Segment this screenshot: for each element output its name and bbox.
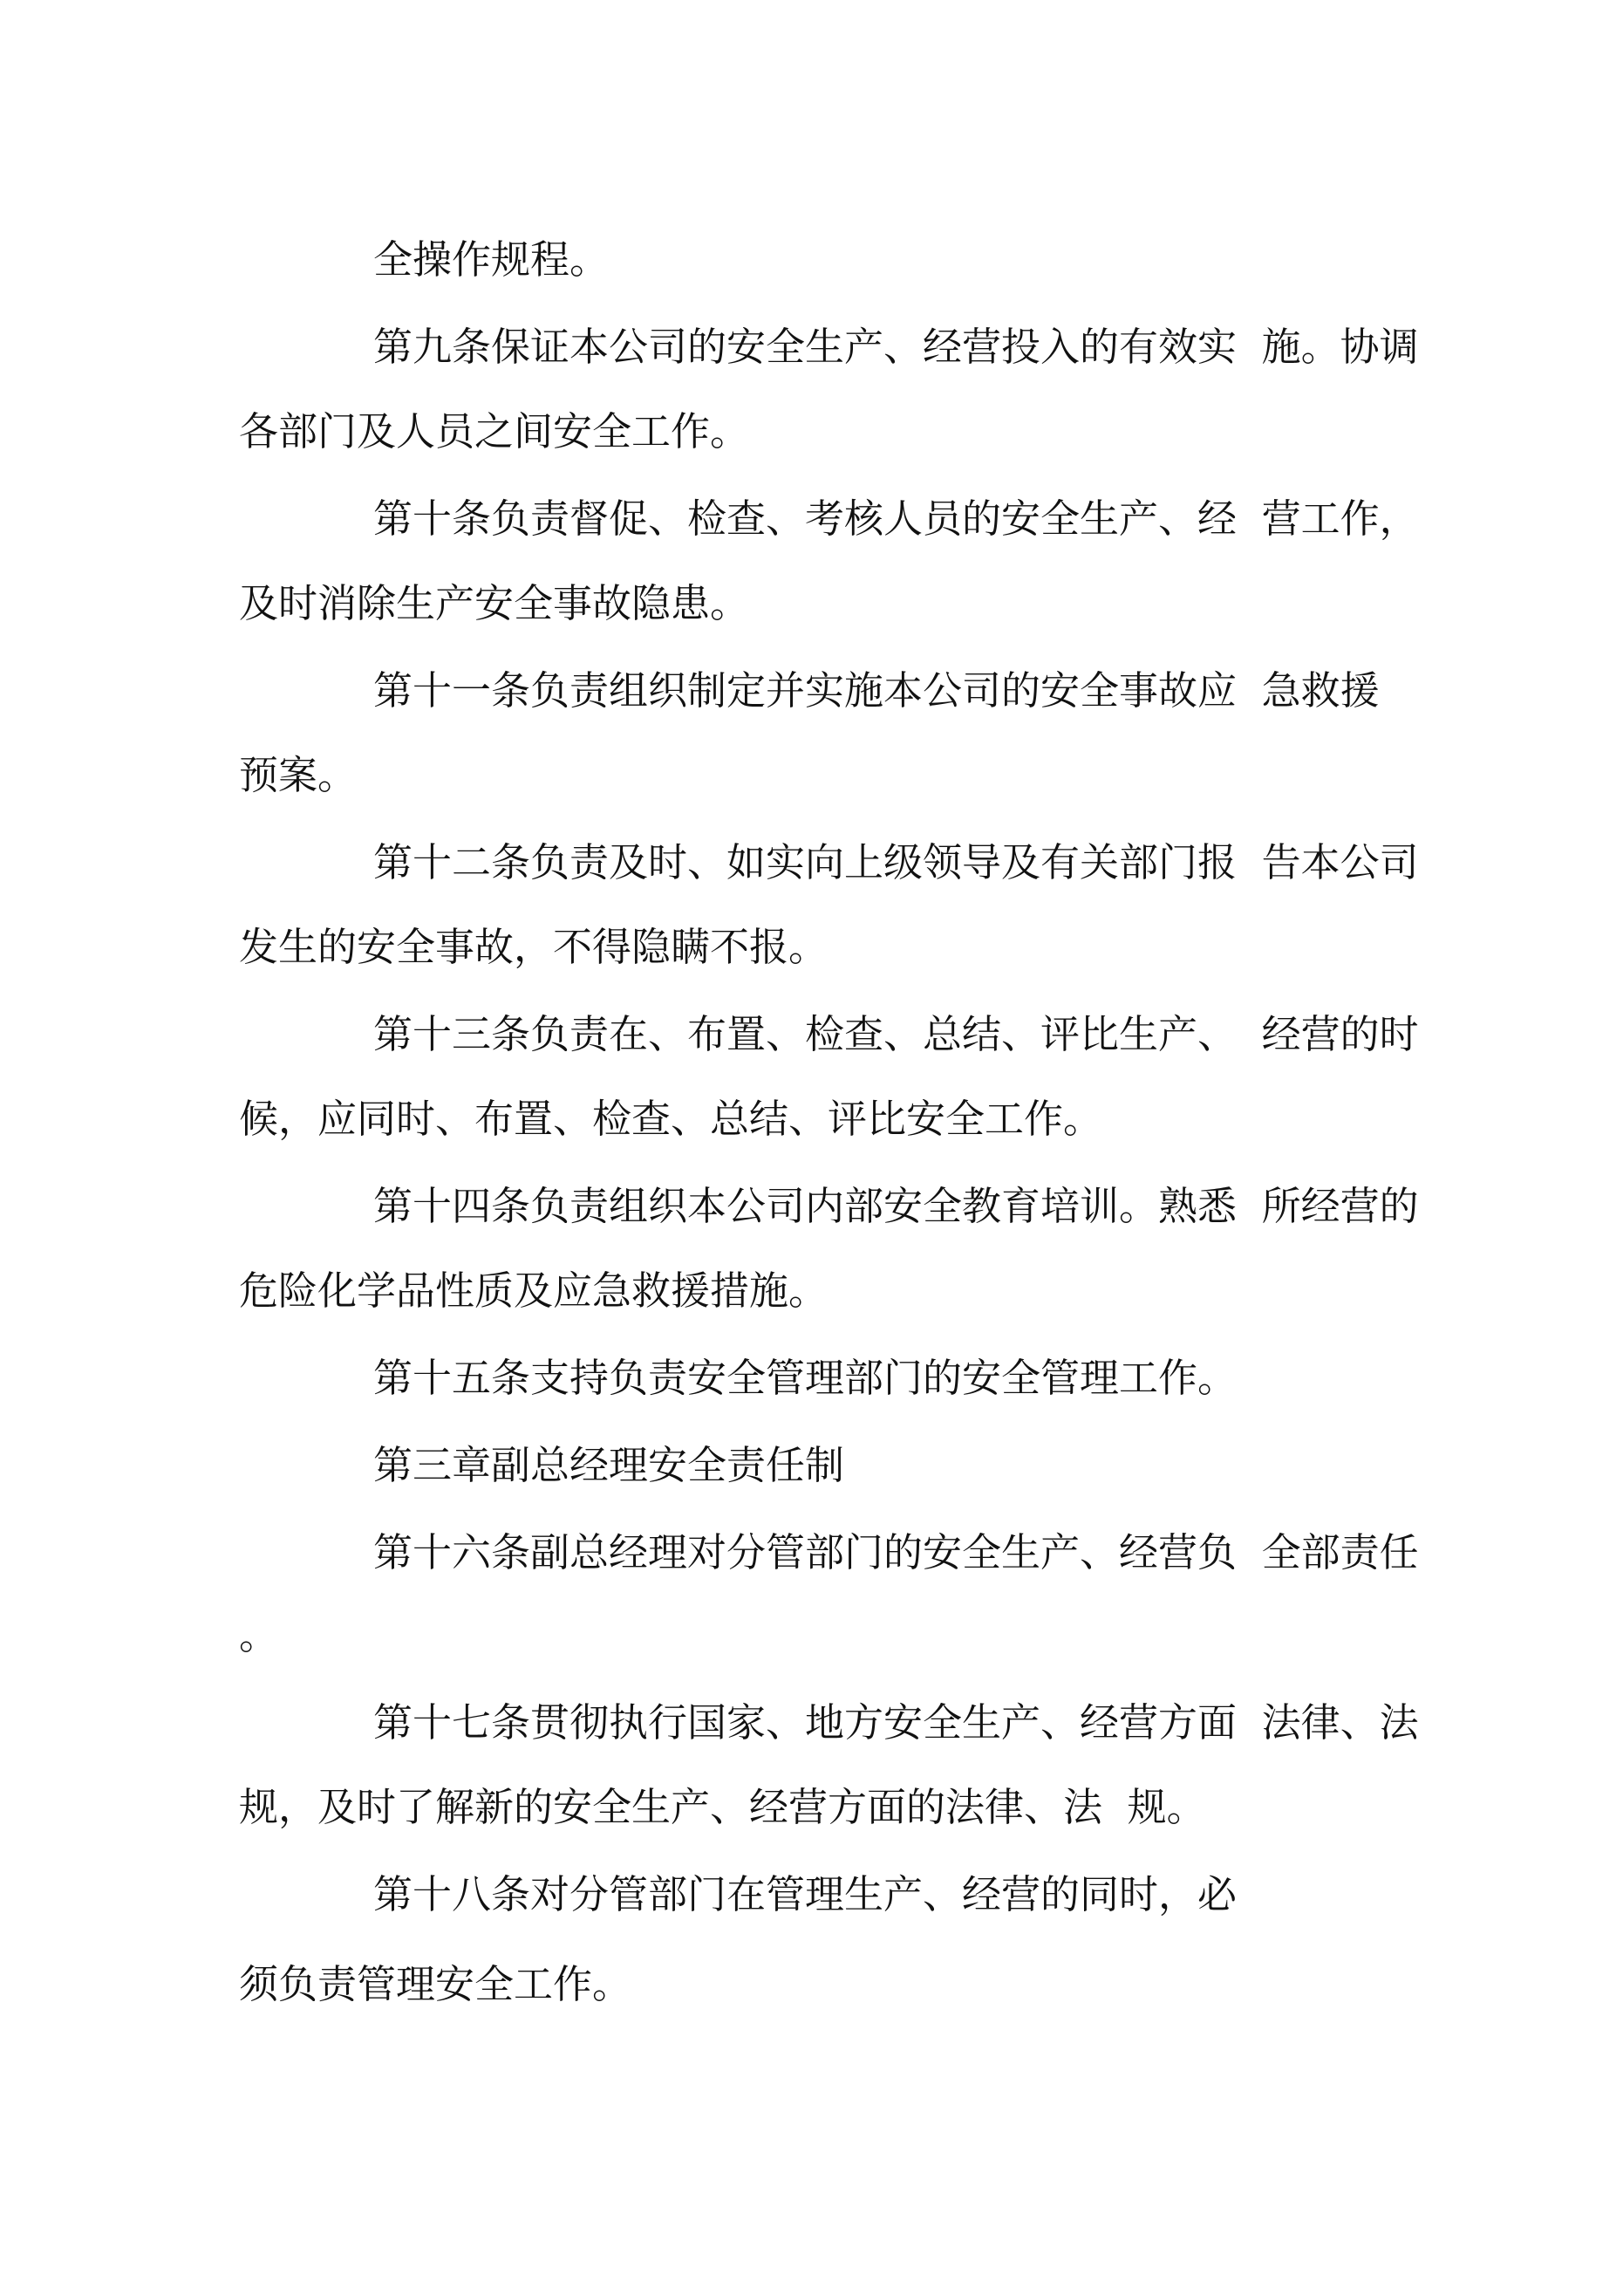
paragraph-article-15: 第十五条支持负责安全管理部门的安全管理工作。 <box>373 1355 1238 1401</box>
paragraph-article-13-line-2: 候，应同时、布置、检查、总结、评比安全工作。 <box>239 1096 1103 1142</box>
paragraph-article-17-line-1: 第十七条贯彻执行国家、地方安全生产、经营方面 法律、法 <box>373 1699 1419 1746</box>
paragraph-article-16-line-2: 。 <box>239 1612 279 1658</box>
paragraph-article-16-line-1: 第十六条副总经理对分管部门的安全生产、经营负 全部责任 <box>373 1529 1419 1575</box>
paragraph-article-10-line-1: 第十条负责督促、检查、考核人员的安全生产、经 营工作， <box>373 495 1419 542</box>
chapter-heading: 第三章副总经理安全责任制 <box>373 1442 845 1488</box>
paragraph-article-11-line-1: 第十一条负责组织制定并实施本公司的安全事故应 急救援 <box>373 667 1380 714</box>
text-line: 全操作规程。 <box>373 236 610 283</box>
paragraph-article-9-line-1: 第九条保证本公司的安全生产、经营投入的有效实 施。协调 <box>373 324 1419 370</box>
paragraph-article-12-line-1: 第十二条负责及时、如实向上级领导及有关部门报 告本公司 <box>373 839 1419 885</box>
paragraph-article-17-line-2: 规，及时了解新的安全生产、经营方面的法律、法 规。 <box>239 1784 1206 1830</box>
paragraph-article-14-line-2: 危险化学品性质及应急救援措施。 <box>239 1268 829 1314</box>
paragraph-article-14-line-1: 第十四条负责组织本公司内部安全教育培训。熟悉 所经营的 <box>373 1183 1419 1229</box>
paragraph-article-18-line-2: 须负责管理安全工作。 <box>239 1961 632 2007</box>
paragraph-article-18-line-1: 第十八条对分管部门在管理生产、经营的同时，必 <box>373 1871 1238 1917</box>
paragraph-article-10-line-2: 及时消除生产安全事故隐患。 <box>239 580 750 626</box>
paragraph-article-11-line-2: 预案。 <box>239 752 358 798</box>
paragraph-article-13-line-1: 第十三条负责在、布置、检查、总结、评比生产、 经营的时 <box>373 1011 1419 1057</box>
paragraph-article-9-line-2: 各部门及人员之间安全工作。 <box>239 408 750 454</box>
paragraph-article-12-line-2: 发生的安全事故，不得隐瞒不报。 <box>239 924 829 970</box>
